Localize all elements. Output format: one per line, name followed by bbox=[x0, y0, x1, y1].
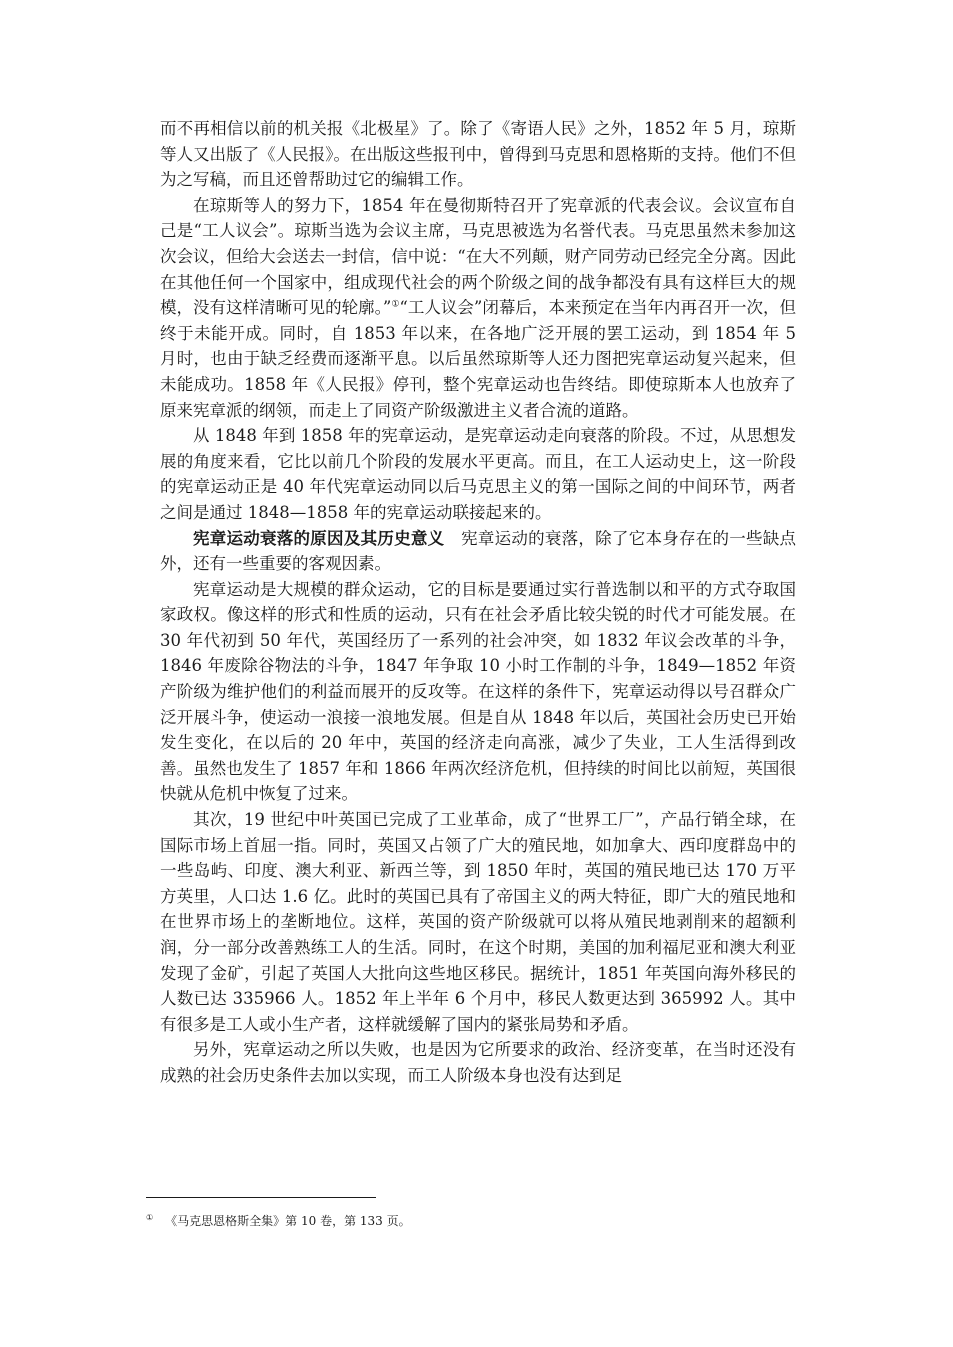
paragraph-5 bbox=[160, 577, 796, 807]
footnote-text: 《马克思恩格斯全集》第 10 卷，第 133 页。 bbox=[165, 1214, 411, 1228]
paragraph-3 bbox=[160, 423, 796, 525]
paragraph-7 bbox=[160, 1037, 796, 1088]
footnote-mark: ① bbox=[146, 1213, 154, 1222]
paragraph-text: 从 1848 年到 1858 年的宪章运动，是宪章运动走向衰落的阶段。不过，从思想发展的角度来看，它比以前几个阶段的发展水平更高。而且，在工人运动史上，这一阶段的宪章运动正是 40 年代宪章运动同以后马克思主义的第一国际之间的中间环节，两者之间是通过 1848—1858 年的宪章运动联接起来的。 bbox=[160, 426, 796, 522]
paragraph-text: 而不再相信以前的机关报《北极星》了。除了《寄语人民》之外，1852 年 5 月，琼斯等人又出版了《人民报》。在出版这些报刊中，曾得到马克思和恩格斯的支持。他们不但为之写稿，而且还曾帮助过它的编辑工作。 bbox=[160, 119, 796, 190]
paragraph-text-continued: “工人议会”闭幕后，本来预定在当年内再召开一次，但终于未能开成。同时，自 1853 年以来，在各地广泛开展的罢工运动，到 1854 年 5 月时，也由于缺乏经费而逐渐平息。以后虽然琼斯等人还力图把宪章运动复兴起来，但未能成功。1858 年《人民报》停刊，整个宪章运动也告终结。即使琼斯本人也放弃了原来宪章派的纲领，而走上了同资产阶级激进主义者合流的道路。 bbox=[160, 298, 796, 420]
footnote-divider bbox=[146, 1197, 376, 1198]
footnote-reference-mark[interactable]: ① bbox=[391, 299, 400, 310]
paragraph-text: 其次，19 世纪中叶英国已完成了工业革命，成了“世界工厂”，产品行销全球，在国际市场上首屈一指。同时，英国又占领了广大的殖民地，如加拿大、西印度群岛中的一些岛屿、印度、澳大利亚、新西兰等，到 1850 年时，英国的殖民地已达 170 万平方英里，人口达 1.6 亿。此时的英国已具有了帝国主义的两大特征，即广大的殖民地和在世界市场上的垄断地位。这样，英国的资产阶级就可以将从殖民地剥削来的超额利润，分一部分改善熟练工人的生活。同时，在这个时期，美国的加利福尼亚和澳大利亚发现了金矿，引起了英国人大批向这些地区移民。据统计，1851 年英国向海外移民的人数已达 335966 人。1852 年上半年 6 个月中，移民人数更达到 365992 人。其中有很多是工人或小生产者，这样就缓解了国内的紧张局势和矛盾。 bbox=[160, 810, 796, 1034]
paragraph-text: 在琼斯等人的努力下，1854 年在曼彻斯特召开了宪章派的代表会议。会议宣布自己是“工人议会”。琼斯当选为会议主席，马克思被选为名誉代表。马克思虽然未参加这次会议，但给大会送去一封信，信中说：“在大不列颠，财产同劳动已经完全分离。因此在其他任何一个国家中，组成现代社会的两个阶级之间的战争都没有具有这样巨大的规模，没有这样清晰可见的轮廓。” bbox=[160, 195, 796, 318]
body-text bbox=[160, 116, 796, 1089]
paragraph-6 bbox=[160, 807, 796, 1037]
paragraph-4 bbox=[160, 526, 796, 577]
paragraph-text: 宪章运动是大规模的群众运动，它的目标是要通过实行普选制以和平的方式夺取国家政权。像这样的形式和性质的运动，只有在社会矛盾比较尖锐的时代才可能发展。在 30 年代初到 50 年代，英国经历了一系列的社会冲突，如 1832 年议会改革的斗争，1846 年废除谷物法的斗争，1847 年争取 10 小时工作制的斗争，1849—1852 年资产阶级为维护他们的利益而展开的反攻等。在这样的条件下，宪章运动得以号召群众广泛开展斗争，使运动一浪接一浪地发展。但是自从 1848 年以后，英国社会历史已开始发生变化，在以后的 20 年中，英国的经济走向高涨，减少了失业，工人生活得到改善。虽然也发生了 1857 年和 1866 年两次经济危机，但持续的时间比以前短，英国很快就从危机中恢复了过来。 bbox=[160, 579, 796, 804]
paragraph-2 bbox=[160, 193, 796, 423]
paragraph-1 bbox=[160, 116, 796, 193]
paragraph-text: 宪章运动的衰落，除了它本身存在的一些缺点外，还有一些重要的客观因素。 bbox=[160, 528, 797, 574]
paragraph-text: 另外，宪章运动之所以失败，也是因为它所要求的政治、经济变革，在当时还没有成熟的社会历史条件去加以实现，而工人阶级本身也没有达到足 bbox=[160, 1040, 796, 1085]
footnote bbox=[146, 1212, 796, 1230]
section-run-in-heading: 宪章运动衰落的原因及其历史意义 bbox=[193, 528, 445, 548]
